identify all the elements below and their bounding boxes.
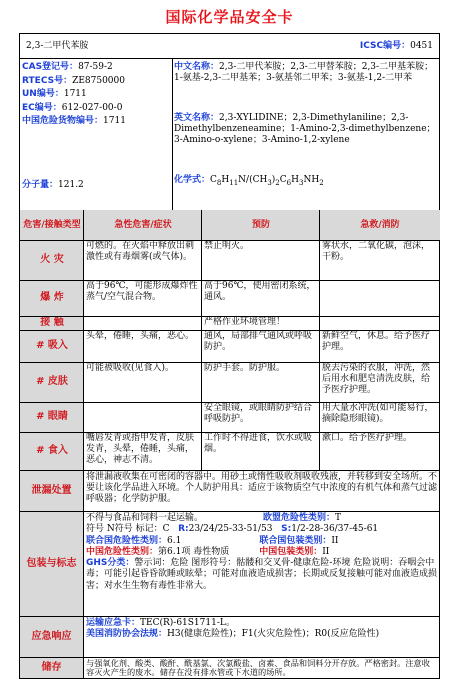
explosion-hazard: 高于96℃，可能形成爆炸性蒸气/空气混合物。 [86,281,198,302]
identification-block [20,58,439,211]
fire-hazard: 可燃的。在火焰中释放出刺激性或有毒烟雾(或气体)。 [86,241,195,262]
contact-hazard [84,316,202,330]
cas-row: CAS登记号：87-59-2 [22,62,113,72]
un-row: UN编号：1711 [22,89,87,99]
col-header-first-aid: 急救/消防 [320,210,440,240]
fire-aid: 雾状水，二氧化碳，泡沫，干粉。 [322,241,431,262]
chinese-name: 中文名称：2,3-二甲代苯胺；2,3-二甲替苯胺；2,3-二甲基苯胺；1-氨基-2,3-二甲基苯；3-氨基邻二甲苯；3-氨基-1,2-二甲苯 [174,62,434,83]
leak-text: 将泄漏液收集在可密闭的容器中。用砂土或惰性吸收剂吸收残液，并转移到安全场所。不要让该化学品进入环境。个人防护用具：适应于该物质空气中浓度的有机气体和蒸气过滤呼吸器；化学防护服。 [86,472,438,504]
card-header [20,34,439,59]
chemical-name: 2,3-二甲代苯胺 [26,41,89,51]
skin-hazard: 可能被吸收(见食入)。 [86,363,175,373]
emergency-text [84,617,439,657]
nfpa-code: 美国消防协会法规：H3(健康危险性)；F1(火灾危险性)；R0(反应危险性) [86,628,380,639]
explosion-aid [320,280,440,316]
rtecs-row: RTECS号：ZE8750000 [22,75,125,86]
safety-card [19,33,440,679]
pack-line-3: 联合国危险性类别：6.1 联合国包装类别：II [86,535,339,546]
row-label-skin: # 皮肤 [36,376,68,387]
explosion-prevention: 高于96℃，使用密闭系统，通风。 [204,281,316,302]
row-label-ingestion: # 食入 [20,432,84,470]
storage-text: 与强氧化剂、酸类、酸酐、酰基氯、次氯酸盐、卤素、食品和饲料分开存放。严格密封。注意收容灭火产生的废水。储存在没有排水管或下水道的场所。 [86,658,430,678]
emergency-label: 应急响应 [20,617,83,657]
ingestion-prevention: 工作时不得进食，饮水或吸烟。 [204,433,313,454]
eyes-aid: 用大量水冲洗(如可能易行，摘除隐形眼镜)。 [322,403,434,424]
inhalation-prevention: 通风，局部排气通风或呼吸防护。 [204,331,313,352]
cn-dangerous-goods-row: 中国危险货物编号：1711 [22,116,126,126]
pack-line-2: 符号 N符号 标记：C R:23/24/25-33-51/53 S:1/2-28-36/37-45-61 [86,524,379,535]
name-block [174,62,436,187]
storage-label: 储存 [20,658,83,678]
molecular-weight-row: 分子量：121.2 [22,179,84,190]
icsc-number: ICSC编号：0451 [359,41,433,51]
skin-aid: 脱去污染的衣服，冲洗，然后用水和肥皂清洗皮肤，给予医疗护理。 [322,363,431,395]
ec-row: EC编号：612-027-00-0 [22,102,123,113]
inhalation-aid: 新鲜空气，休息。给予医疗护理。 [322,331,431,352]
pack-line-5: GHS分类：警示词：危险 图形符号：骷髅和交叉骨-健康危险-环境 危险说明：吞咽会中毒；可能引起昏昏欲睡或眩晕；可能对血液造成损害；长期或反复接触可能对血液造成损害；对水生生物有毒性非常大。 [86,558,438,591]
ingestion-hazard: 嘴唇发青或指甲发青，皮肤发青，头晕，倦睡，头痛，恶心，神志不清。 [86,433,195,465]
row-label-eyes: # 眼睛 [36,411,68,422]
col-header-hazard: 急性危害/症状 [84,210,202,240]
skin-prevention: 防护手套。防护服。 [204,363,286,373]
inhalation-hazard: 头晕，倦睡，头痛，恶心。 [86,331,195,341]
row-label-inhalation: # 吸入 [36,340,68,351]
english-name: 英文名称：2,3-XYLIDINE；2,3-Dimethylaniline；2,3-Dimethylbenzeneamine；1-Amino-2,3-dimethylbenzene；3-Amino-o-xylene；3-Amino-1,2-xylene [174,113,436,145]
row-label-contact: 接 触 [40,317,64,328]
ingestion-aid: 漱口。给予医疗护理。 [322,433,413,443]
fire-prevention: 禁止明火。 [204,241,250,251]
col-header-prevention: 预防 [202,210,320,240]
chemical-formula: 化学式：$C_8H_{11}N/(CH_3)_2C_6H_3NH_2$ [174,175,324,187]
eyes-prevention: 安全眼镜，或眼睛防护结合呼吸防护。 [204,403,313,424]
row-label-fire: 火 灾 [40,254,64,265]
pack-line-4: 中国危险性类别：第6.1项 毒性物质 中国包装类别：II [86,546,330,557]
pack-line-1: 不得与食品和饲料一起运输。 欧盟危险性类别：T [86,513,342,523]
id-list [22,62,172,193]
eyes-hazard [84,402,202,432]
card-title: 国际化学品安全卡 [165,8,294,26]
row-label-explosion: 爆 炸 [40,292,64,303]
packaging-text [84,512,439,616]
col-header-type: 危害/接触类型 [20,210,84,240]
packaging-label: 包装与标志 [20,512,83,616]
contact-prevention: 严格作业环境管理！ [204,317,286,327]
transport-card: 运输应急卡：TEC(R)-61S1711-L。 [86,618,235,628]
contact-aid [320,316,440,330]
leak-label: 泄漏处置 [20,471,83,511]
